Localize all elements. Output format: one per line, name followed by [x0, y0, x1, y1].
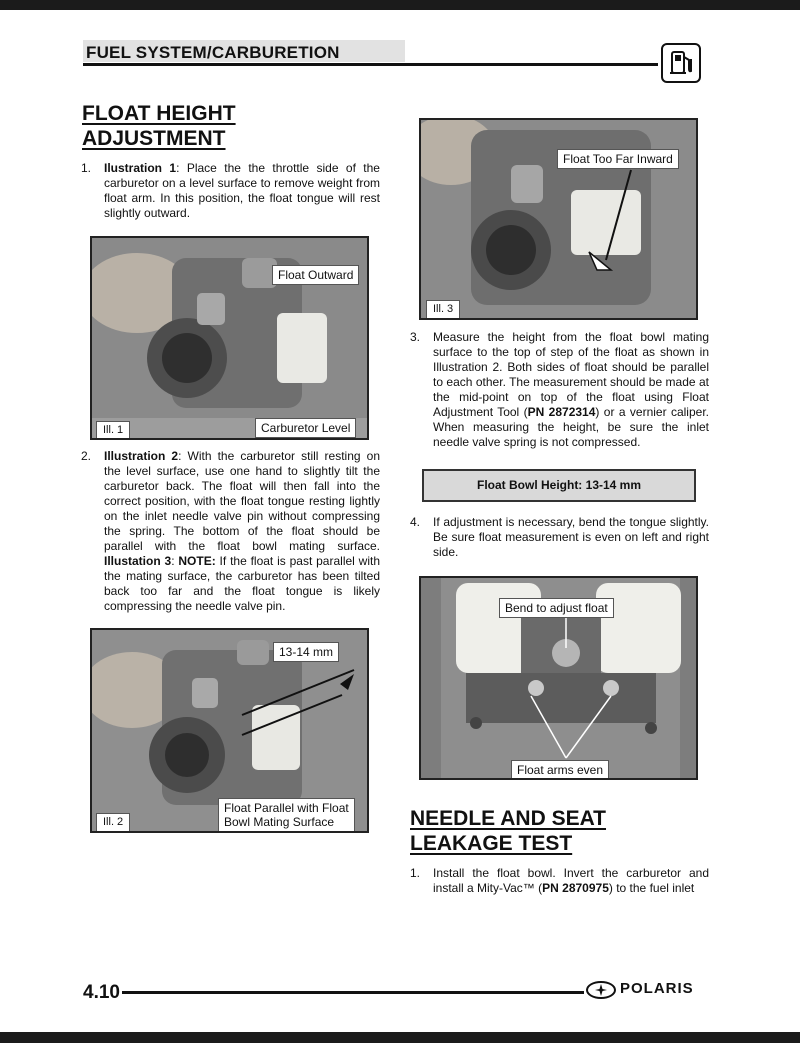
- footer-rule: [122, 991, 584, 994]
- ill4-callout-float-arms-even: Float arms even: [511, 760, 609, 780]
- ill3-label: Ill. 3: [426, 300, 460, 319]
- step-2-bold: Illustration 2: [104, 449, 179, 463]
- ill2-callout-parallel-line1: Float Parallel with Float: [224, 801, 349, 815]
- ill2-callout-parallel: [218, 798, 355, 832]
- header-title: FUEL SYSTEM/CARBURETION: [86, 43, 340, 62]
- step-2-note-text: If the float is past parallel with the mating surface, the carburetor has been tilted back too far and the float tongue is likely compressing the needle valve pin.: [104, 554, 381, 613]
- needle-step-1-text-end: ) to the fuel inlet: [608, 881, 695, 895]
- needle-seat-title-line1: NEEDLE AND SEAT: [410, 807, 607, 830]
- step-2: [81, 449, 381, 614]
- step-1-number: 1.: [81, 161, 92, 175]
- step-4-text: If adjustment is necessary, bend the tongue slightly. Be sure float measurement is even on left and right side.: [433, 515, 709, 559]
- float-height-title-line1: FLOAT HEIGHT: [82, 102, 236, 125]
- needle-step-1-number: 1.: [410, 866, 421, 880]
- step-2-number: 2.: [81, 449, 92, 463]
- illustration-1-photo: [90, 236, 369, 440]
- step-3-text-end: ) or a vernier caliper. When measuring the height, be sure the inlet needle valve spring is not compressed.: [433, 405, 709, 449]
- step-1-bold: Ilustration 1: [104, 161, 177, 175]
- step-3: [410, 330, 709, 450]
- ill1-callout-float-outward: Float Outward: [272, 265, 359, 285]
- ill1-label: Ill. 1: [96, 421, 130, 440]
- ill3-callout-too-far-inward: Float Too Far Inward: [557, 149, 679, 169]
- ill2-callout-parallel-line2: Bowl Mating Surface: [224, 815, 335, 829]
- ill2-label: Ill. 2: [96, 813, 130, 832]
- step-3-part-number: PN 2872314: [527, 405, 596, 419]
- step-2-bold-ill3: Illustation 3: [104, 554, 172, 568]
- step-1: [81, 161, 380, 221]
- ill2-callout-height: 13-14 mm: [273, 642, 339, 662]
- step-4: [410, 515, 709, 560]
- illustration-4-photo: [419, 576, 698, 780]
- needle-step-1: [410, 866, 709, 896]
- needle-seat-title-line2: LEAKAGE TEST: [410, 832, 573, 855]
- header-rule: [83, 63, 658, 66]
- step-2-text-sep: :: [171, 554, 179, 568]
- ill1-callout-carburetor-level: Carburetor Level: [255, 418, 356, 438]
- step-2-text: : With the carburetor still resting on the level surface, use one hand to slightly tilt the carburetor back. The float will then fall into the correct position, with the float tongue resting lightly on the inlet needle valve pin without compressing the spring. The bottom of the float should be parallel with the float bowl mating surface.: [104, 449, 380, 553]
- page-number: 4.10: [83, 982, 120, 1003]
- step-3-text: Measure the height from the float bowl mating surface to the top of step of the float as shown in Illustration 2. Both sides of float should be parallel to each other. The measurement should be made at the mid-point on top of the float using Float Adjustment Tool (: [433, 330, 709, 419]
- ill4-callout-bend-to-adjust: Bend to adjust float: [499, 598, 614, 618]
- step-2-note: NOTE:: [178, 554, 216, 568]
- step-3-number: 3.: [410, 330, 421, 344]
- illustration-3-photo: [419, 118, 698, 320]
- polaris-brand: POLARIS: [620, 980, 694, 997]
- illustration-2-photo: [90, 628, 369, 833]
- float-bowl-height-spec: Float Bowl Height: 13-14 mm: [422, 469, 696, 502]
- needle-step-1-text: Install the float bowl. Invert the carburetor and install a Mity-Vac™ (: [433, 866, 709, 895]
- fuel-pump-icon: [661, 43, 701, 83]
- polaris-star-icon: [586, 981, 616, 999]
- needle-step-1-part-number: PN 2870975: [542, 881, 609, 895]
- float-height-title-line2: ADJUSTMENT: [82, 127, 226, 150]
- step-1-text: : Place the the throttle side of the carburetor on a level surface to remove weight from float arm. In this position, the float tongue will rest slightly outward.: [104, 161, 380, 220]
- step-4-number: 4.: [410, 515, 421, 529]
